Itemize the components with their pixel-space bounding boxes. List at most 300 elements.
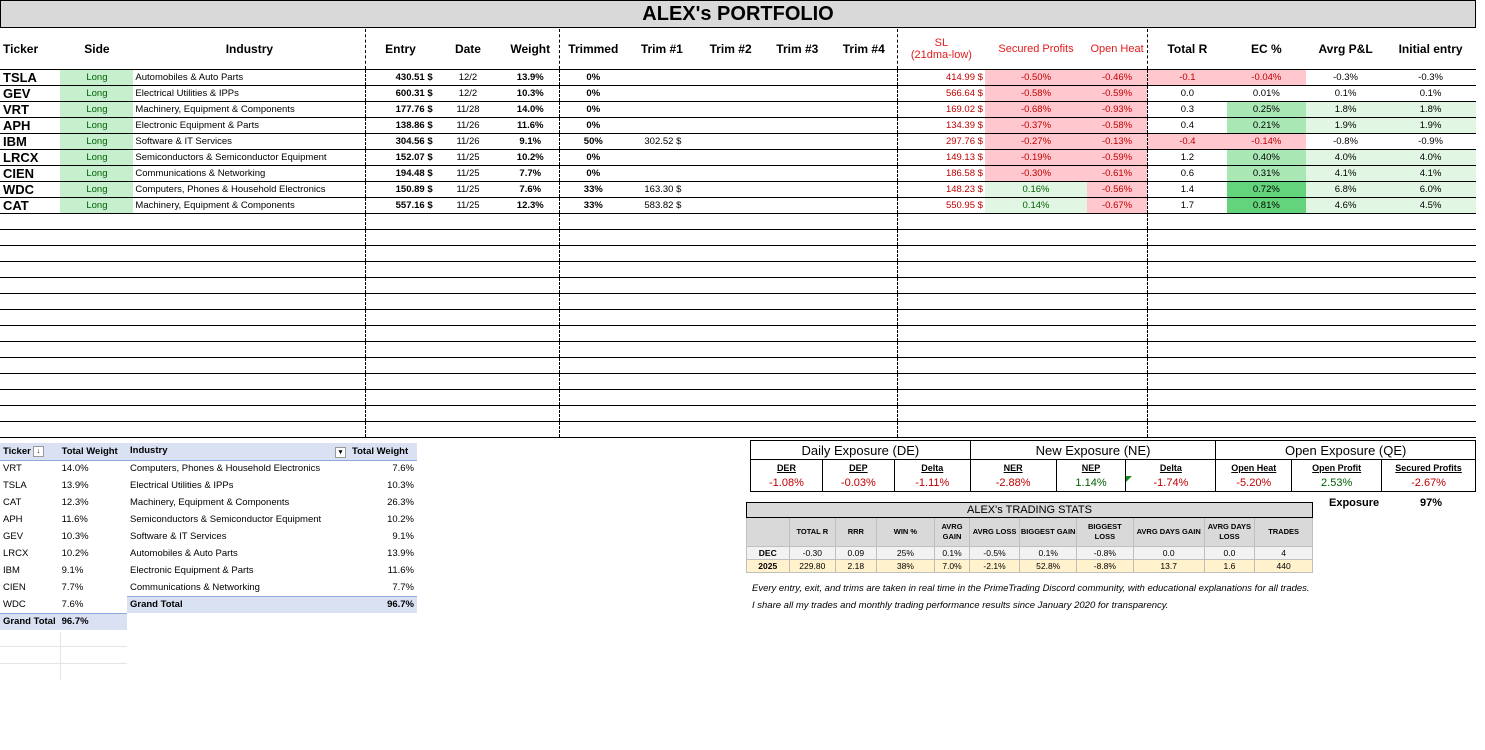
empty-cell[interactable]	[1148, 389, 1227, 405]
empty-cell[interactable]	[0, 261, 60, 277]
cell-trimmed[interactable]: 0%	[560, 69, 627, 85]
empty-cell[interactable]	[366, 405, 435, 421]
empty-cell[interactable]	[764, 277, 831, 293]
cell-ec[interactable]: -0.14%	[1227, 133, 1306, 149]
empty-cell[interactable]	[366, 277, 435, 293]
empty-cell[interactable]	[435, 277, 502, 293]
cell-weight[interactable]: 9.1%	[501, 133, 559, 149]
col-trimmed[interactable]: Trimmed	[560, 29, 627, 69]
empty-cell[interactable]	[501, 421, 559, 437]
empty-row[interactable]	[0, 341, 1476, 357]
empty-row[interactable]	[0, 421, 1476, 437]
cell-side[interactable]: Long	[60, 69, 133, 85]
cell-date[interactable]: 11/25	[435, 149, 502, 165]
empty-cell[interactable]	[897, 389, 985, 405]
empty-cell[interactable]	[831, 389, 898, 405]
cell-ec[interactable]: 0.40%	[1227, 149, 1306, 165]
empty-cell[interactable]	[501, 341, 559, 357]
empty-cell[interactable]	[435, 309, 502, 325]
col-open-heat[interactable]: Open Heat	[1087, 29, 1147, 69]
empty-cell[interactable]	[897, 405, 985, 421]
empty-row[interactable]	[0, 373, 1476, 389]
empty-cell[interactable]	[764, 309, 831, 325]
empty-cell[interactable]	[764, 373, 831, 389]
empty-cell[interactable]	[1306, 357, 1385, 373]
cell-trim1[interactable]	[626, 165, 697, 181]
cell-industry[interactable]: Software & IT Services	[133, 133, 365, 149]
cell-entry[interactable]: 150.89 $	[366, 181, 435, 197]
empty-cell[interactable]	[1227, 325, 1306, 341]
empty-cell[interactable]	[831, 213, 898, 229]
cell-total-r[interactable]: -0.1	[1148, 69, 1227, 85]
empty-cell[interactable]	[560, 309, 627, 325]
cell-total-r[interactable]: -0.4	[1148, 133, 1227, 149]
empty-cell[interactable]	[897, 213, 985, 229]
cell-industry[interactable]: Automobiles & Auto Parts	[133, 69, 365, 85]
empty-cell[interactable]	[133, 421, 365, 437]
table-row[interactable]	[0, 117, 1476, 133]
empty-cell[interactable]	[1385, 309, 1476, 325]
empty-cell[interactable]	[831, 309, 898, 325]
empty-cell[interactable]	[1306, 245, 1385, 261]
empty-cell[interactable]	[60, 293, 133, 309]
cell-trim2[interactable]	[697, 117, 764, 133]
empty-cell[interactable]	[1148, 277, 1227, 293]
cell-trim3[interactable]	[764, 133, 831, 149]
cell-weight[interactable]: 13.9%	[501, 69, 559, 85]
empty-cell[interactable]	[133, 341, 365, 357]
empty-cell[interactable]	[0, 421, 60, 437]
cell-trim1[interactable]	[626, 117, 697, 133]
empty-cell[interactable]	[1087, 389, 1147, 405]
empty-cell[interactable]	[366, 245, 435, 261]
cell-ticker[interactable]: IBM	[0, 133, 60, 149]
empty-cell[interactable]	[0, 309, 60, 325]
empty-cell[interactable]	[133, 277, 365, 293]
cell-trim4[interactable]	[831, 101, 898, 117]
empty-cell[interactable]	[1227, 373, 1306, 389]
empty-cell[interactable]	[1087, 229, 1147, 245]
cell-initial[interactable]: 6.0%	[1385, 181, 1476, 197]
cell-trim1[interactable]	[626, 101, 697, 117]
empty-cell[interactable]	[626, 293, 697, 309]
empty-cell[interactable]	[133, 389, 365, 405]
pivot-ticker-row[interactable]	[0, 477, 127, 494]
pivot-ticker-row[interactable]	[0, 596, 127, 613]
cell-sl[interactable]: 297.76 $	[897, 133, 985, 149]
empty-cell[interactable]	[764, 229, 831, 245]
cell-side[interactable]: Long	[60, 85, 133, 101]
cell-trim3[interactable]	[764, 149, 831, 165]
cell-avrg-pl[interactable]: 6.8%	[1306, 181, 1385, 197]
empty-cell[interactable]	[985, 293, 1087, 309]
empty-cell[interactable]	[1148, 341, 1227, 357]
empty-row[interactable]	[0, 213, 1476, 229]
empty-cell[interactable]	[133, 373, 365, 389]
cell-ticker[interactable]: GEV	[0, 85, 60, 101]
cell-weight[interactable]: 10.2%	[501, 149, 559, 165]
empty-cell[interactable]	[501, 309, 559, 325]
col-weight[interactable]: Weight	[501, 29, 559, 69]
cell-weight[interactable]: 7.7%	[501, 165, 559, 181]
empty-cell[interactable]	[60, 245, 133, 261]
empty-cell[interactable]	[1385, 213, 1476, 229]
cell-industry[interactable]: Semiconductors & Semiconductor Equipment	[133, 149, 365, 165]
empty-cell[interactable]	[60, 405, 133, 421]
empty-cell[interactable]	[60, 213, 133, 229]
table-row[interactable]	[0, 133, 1476, 149]
cell-initial[interactable]: -0.3%	[1385, 69, 1476, 85]
empty-cell[interactable]	[985, 277, 1087, 293]
empty-cell[interactable]	[1087, 325, 1147, 341]
empty-cell[interactable]	[0, 389, 60, 405]
empty-cell[interactable]	[0, 373, 60, 389]
cell-total-r[interactable]: 1.2	[1148, 149, 1227, 165]
empty-cell[interactable]	[1385, 405, 1476, 421]
empty-cell[interactable]	[831, 277, 898, 293]
pivot-industry-row[interactable]	[127, 579, 417, 596]
pivot-ticker-row[interactable]	[0, 562, 127, 579]
empty-cell[interactable]	[501, 405, 559, 421]
empty-cell[interactable]	[366, 229, 435, 245]
cell-trim2[interactable]	[697, 133, 764, 149]
empty-cell[interactable]	[1227, 309, 1306, 325]
cell-avrg-pl[interactable]: 4.1%	[1306, 165, 1385, 181]
cell-trimmed[interactable]: 50%	[560, 133, 627, 149]
empty-cell[interactable]	[1227, 405, 1306, 421]
empty-cell[interactable]	[1227, 421, 1306, 437]
empty-cell[interactable]	[1087, 341, 1147, 357]
cell-initial[interactable]: 1.8%	[1385, 101, 1476, 117]
empty-cell[interactable]	[985, 373, 1087, 389]
empty-cell[interactable]	[1087, 357, 1147, 373]
empty-cell[interactable]	[435, 421, 502, 437]
empty-cell[interactable]	[1306, 277, 1385, 293]
cell-entry[interactable]: 600.31 $	[366, 85, 435, 101]
empty-cell[interactable]	[501, 245, 559, 261]
empty-cell[interactable]	[764, 405, 831, 421]
empty-cell[interactable]	[697, 245, 764, 261]
empty-cell[interactable]	[560, 293, 627, 309]
empty-cell[interactable]	[1227, 357, 1306, 373]
empty-cell[interactable]	[697, 293, 764, 309]
empty-cell[interactable]	[897, 277, 985, 293]
empty-cell[interactable]	[560, 229, 627, 245]
empty-row[interactable]	[0, 405, 1476, 421]
cell-sl[interactable]: 148.23 $	[897, 181, 985, 197]
empty-cell[interactable]	[764, 389, 831, 405]
cell-trim1[interactable]	[626, 69, 697, 85]
empty-cell[interactable]	[501, 261, 559, 277]
cell-trim3[interactable]	[764, 69, 831, 85]
empty-cell[interactable]	[366, 389, 435, 405]
cell-trim2[interactable]	[697, 85, 764, 101]
empty-row[interactable]	[0, 277, 1476, 293]
empty-cell[interactable]	[560, 325, 627, 341]
cell-ticker[interactable]: CIEN	[0, 165, 60, 181]
empty-cell[interactable]	[897, 341, 985, 357]
cell-trim3[interactable]	[764, 117, 831, 133]
table-row[interactable]	[0, 165, 1476, 181]
empty-cell[interactable]	[1087, 213, 1147, 229]
cell-initial[interactable]: 1.9%	[1385, 117, 1476, 133]
empty-cell[interactable]	[366, 325, 435, 341]
cell-date[interactable]: 11/25	[435, 181, 502, 197]
empty-cell[interactable]	[1227, 277, 1306, 293]
empty-cell[interactable]	[697, 325, 764, 341]
empty-row[interactable]	[0, 229, 1476, 245]
empty-cell[interactable]	[1306, 373, 1385, 389]
empty-cell[interactable]	[985, 229, 1087, 245]
empty-cell[interactable]	[560, 405, 627, 421]
empty-cell[interactable]	[435, 245, 502, 261]
empty-cell[interactable]	[1148, 405, 1227, 421]
empty-cell[interactable]	[366, 421, 435, 437]
cell-side[interactable]: Long	[60, 101, 133, 117]
cell-industry[interactable]: Communications & Networking	[133, 165, 365, 181]
cell-trim2[interactable]	[697, 165, 764, 181]
empty-row[interactable]	[0, 293, 1476, 309]
cell-trim4[interactable]	[831, 85, 898, 101]
cell-ec[interactable]: 0.21%	[1227, 117, 1306, 133]
cell-side[interactable]: Long	[60, 165, 133, 181]
cell-ec[interactable]: -0.04%	[1227, 69, 1306, 85]
empty-cell[interactable]	[133, 357, 365, 373]
cell-ticker[interactable]: LRCX	[0, 149, 60, 165]
table-row[interactable]	[0, 69, 1476, 85]
empty-row[interactable]	[0, 309, 1476, 325]
cell-secured[interactable]: -0.68%	[985, 101, 1087, 117]
empty-cell[interactable]	[1148, 261, 1227, 277]
cell-entry[interactable]: 557.16 $	[366, 197, 435, 213]
empty-cell[interactable]	[366, 357, 435, 373]
col-trim4[interactable]: Trim #4	[831, 29, 898, 69]
empty-cell[interactable]	[626, 309, 697, 325]
cell-trimmed[interactable]: 0%	[560, 85, 627, 101]
cell-trimmed[interactable]: 0%	[560, 165, 627, 181]
cell-total-r[interactable]: 0.0	[1148, 85, 1227, 101]
cell-trim4[interactable]	[831, 165, 898, 181]
cell-total-r[interactable]: 0.6	[1148, 165, 1227, 181]
col-ticker[interactable]: Ticker	[0, 29, 60, 69]
empty-cell[interactable]	[897, 293, 985, 309]
cell-initial[interactable]: -0.9%	[1385, 133, 1476, 149]
pivot-industry-row[interactable]	[127, 494, 417, 511]
empty-cell[interactable]	[1385, 373, 1476, 389]
table-row[interactable]	[0, 149, 1476, 165]
empty-cell[interactable]	[435, 325, 502, 341]
cell-entry[interactable]: 138.86 $	[366, 117, 435, 133]
pivot-ticker-col-header[interactable]	[0, 443, 59, 460]
empty-cell[interactable]	[501, 213, 559, 229]
empty-cell[interactable]	[1148, 309, 1227, 325]
cell-industry[interactable]: Machinery, Equipment & Components	[133, 197, 365, 213]
cell-trim1[interactable]: 163.30 $	[626, 181, 697, 197]
pivot-ticker-row[interactable]	[0, 545, 127, 562]
empty-cell[interactable]	[985, 421, 1087, 437]
empty-cell[interactable]	[435, 229, 502, 245]
cell-avrg-pl[interactable]: 1.8%	[1306, 101, 1385, 117]
empty-cell[interactable]	[560, 245, 627, 261]
empty-cell[interactable]	[1087, 293, 1147, 309]
empty-cell[interactable]	[831, 293, 898, 309]
empty-cell[interactable]	[764, 213, 831, 229]
cell-weight[interactable]: 14.0%	[501, 101, 559, 117]
empty-cell[interactable]	[560, 357, 627, 373]
cell-secured[interactable]: -0.30%	[985, 165, 1087, 181]
empty-cell[interactable]	[501, 325, 559, 341]
cell-total-r[interactable]: 0.3	[1148, 101, 1227, 117]
empty-cell[interactable]	[831, 229, 898, 245]
empty-cell[interactable]	[831, 341, 898, 357]
empty-cell[interactable]	[1306, 293, 1385, 309]
empty-cell[interactable]	[697, 405, 764, 421]
cell-sl[interactable]: 134.39 $	[897, 117, 985, 133]
empty-cell[interactable]	[60, 261, 133, 277]
empty-cell[interactable]	[1306, 389, 1385, 405]
empty-cell[interactable]	[435, 405, 502, 421]
empty-cell[interactable]	[697, 277, 764, 293]
empty-cell[interactable]	[831, 261, 898, 277]
empty-cell[interactable]	[985, 357, 1087, 373]
empty-cell[interactable]	[1385, 229, 1476, 245]
col-total-r[interactable]: Total R	[1148, 29, 1227, 69]
cell-trim2[interactable]	[697, 101, 764, 117]
empty-cell[interactable]	[697, 421, 764, 437]
empty-cell[interactable]	[0, 325, 60, 341]
empty-cell[interactable]	[133, 325, 365, 341]
empty-cell[interactable]	[626, 421, 697, 437]
empty-cell[interactable]	[560, 373, 627, 389]
empty-cell[interactable]	[435, 213, 502, 229]
cell-trim4[interactable]	[831, 69, 898, 85]
empty-cell[interactable]	[1148, 229, 1227, 245]
empty-cell[interactable]	[1306, 405, 1385, 421]
empty-cell[interactable]	[1385, 421, 1476, 437]
empty-cell[interactable]	[1148, 293, 1227, 309]
empty-cell[interactable]	[831, 421, 898, 437]
pivot-industry-row[interactable]	[127, 528, 417, 545]
cell-ticker[interactable]: TSLA	[0, 69, 60, 85]
empty-cell[interactable]	[985, 341, 1087, 357]
empty-cell[interactable]	[435, 373, 502, 389]
empty-cell[interactable]	[501, 373, 559, 389]
table-row[interactable]	[0, 85, 1476, 101]
empty-cell[interactable]	[985, 389, 1087, 405]
col-trim1[interactable]: Trim #1	[626, 29, 697, 69]
empty-cell[interactable]	[60, 389, 133, 405]
cell-industry[interactable]: Electrical Utilities & IPPs	[133, 85, 365, 101]
empty-cell[interactable]	[1148, 213, 1227, 229]
cell-initial[interactable]: 4.1%	[1385, 165, 1476, 181]
empty-cell[interactable]	[366, 309, 435, 325]
table-row[interactable]	[0, 197, 1476, 213]
cell-initial[interactable]: 0.1%	[1385, 85, 1476, 101]
cell-secured[interactable]: -0.58%	[985, 85, 1087, 101]
cell-trimmed[interactable]: 0%	[560, 101, 627, 117]
col-avrg-pl[interactable]: Avrg P&L	[1306, 29, 1385, 69]
cell-industry[interactable]: Electronic Equipment & Parts	[133, 117, 365, 133]
cell-trim1[interactable]	[626, 85, 697, 101]
empty-cell[interactable]	[435, 341, 502, 357]
cell-sl[interactable]: 186.58 $	[897, 165, 985, 181]
cell-secured[interactable]: -0.50%	[985, 69, 1087, 85]
empty-cell[interactable]	[831, 373, 898, 389]
pivot-industry-row[interactable]	[127, 545, 417, 562]
pivot-industry-row[interactable]	[127, 562, 417, 579]
empty-cell[interactable]	[897, 229, 985, 245]
cell-trim1[interactable]	[626, 149, 697, 165]
empty-cell[interactable]	[697, 213, 764, 229]
empty-cell[interactable]	[1385, 277, 1476, 293]
cell-date[interactable]: 11/26	[435, 133, 502, 149]
empty-cell[interactable]	[831, 405, 898, 421]
empty-cell[interactable]	[831, 325, 898, 341]
cell-ec[interactable]: 0.25%	[1227, 101, 1306, 117]
cell-side[interactable]: Long	[60, 149, 133, 165]
cell-ec[interactable]: 0.31%	[1227, 165, 1306, 181]
empty-cell[interactable]	[1385, 261, 1476, 277]
empty-cell[interactable]	[897, 357, 985, 373]
empty-cell[interactable]	[764, 357, 831, 373]
cell-secured[interactable]: -0.27%	[985, 133, 1087, 149]
cell-open-heat[interactable]: -0.93%	[1087, 101, 1147, 117]
cell-trimmed[interactable]: 33%	[560, 181, 627, 197]
empty-row[interactable]	[0, 261, 1476, 277]
cell-open-heat[interactable]: -0.46%	[1087, 69, 1147, 85]
empty-cell[interactable]	[60, 357, 133, 373]
empty-cell[interactable]	[1306, 325, 1385, 341]
cell-trim2[interactable]	[697, 69, 764, 85]
empty-cell[interactable]	[897, 325, 985, 341]
empty-cell[interactable]	[366, 373, 435, 389]
cell-date[interactable]: 11/28	[435, 101, 502, 117]
cell-date[interactable]: 11/26	[435, 117, 502, 133]
empty-cell[interactable]	[60, 309, 133, 325]
cell-trim3[interactable]	[764, 181, 831, 197]
empty-cell[interactable]	[501, 389, 559, 405]
cell-trim4[interactable]	[831, 117, 898, 133]
empty-row[interactable]	[0, 245, 1476, 261]
empty-cell[interactable]	[897, 245, 985, 261]
empty-cell[interactable]	[1306, 229, 1385, 245]
empty-cell[interactable]	[133, 229, 365, 245]
cell-sl[interactable]: 566.64 $	[897, 85, 985, 101]
empty-cell[interactable]	[1385, 389, 1476, 405]
empty-cell[interactable]	[697, 229, 764, 245]
empty-cell[interactable]	[1148, 421, 1227, 437]
cell-ec[interactable]: 0.01%	[1227, 85, 1306, 101]
empty-row[interactable]	[0, 325, 1476, 341]
empty-cell[interactable]	[897, 309, 985, 325]
cell-trim2[interactable]	[697, 181, 764, 197]
col-trim2[interactable]: Trim #2	[697, 29, 764, 69]
cell-sl[interactable]: 149.13 $	[897, 149, 985, 165]
cell-secured[interactable]: -0.37%	[985, 117, 1087, 133]
cell-total-r[interactable]: 1.7	[1148, 197, 1227, 213]
empty-cell[interactable]	[697, 261, 764, 277]
empty-cell[interactable]	[560, 261, 627, 277]
cell-entry[interactable]: 430.51 $	[366, 69, 435, 85]
cell-trimmed[interactable]: 0%	[560, 117, 627, 133]
cell-ticker[interactable]: VRT	[0, 101, 60, 117]
empty-cell[interactable]	[764, 421, 831, 437]
empty-cell[interactable]	[435, 357, 502, 373]
filter-icon[interactable]: ▾	[335, 447, 346, 458]
cell-ticker[interactable]: CAT	[0, 197, 60, 213]
cell-avrg-pl[interactable]: -0.8%	[1306, 133, 1385, 149]
cell-open-heat[interactable]: -0.61%	[1087, 165, 1147, 181]
